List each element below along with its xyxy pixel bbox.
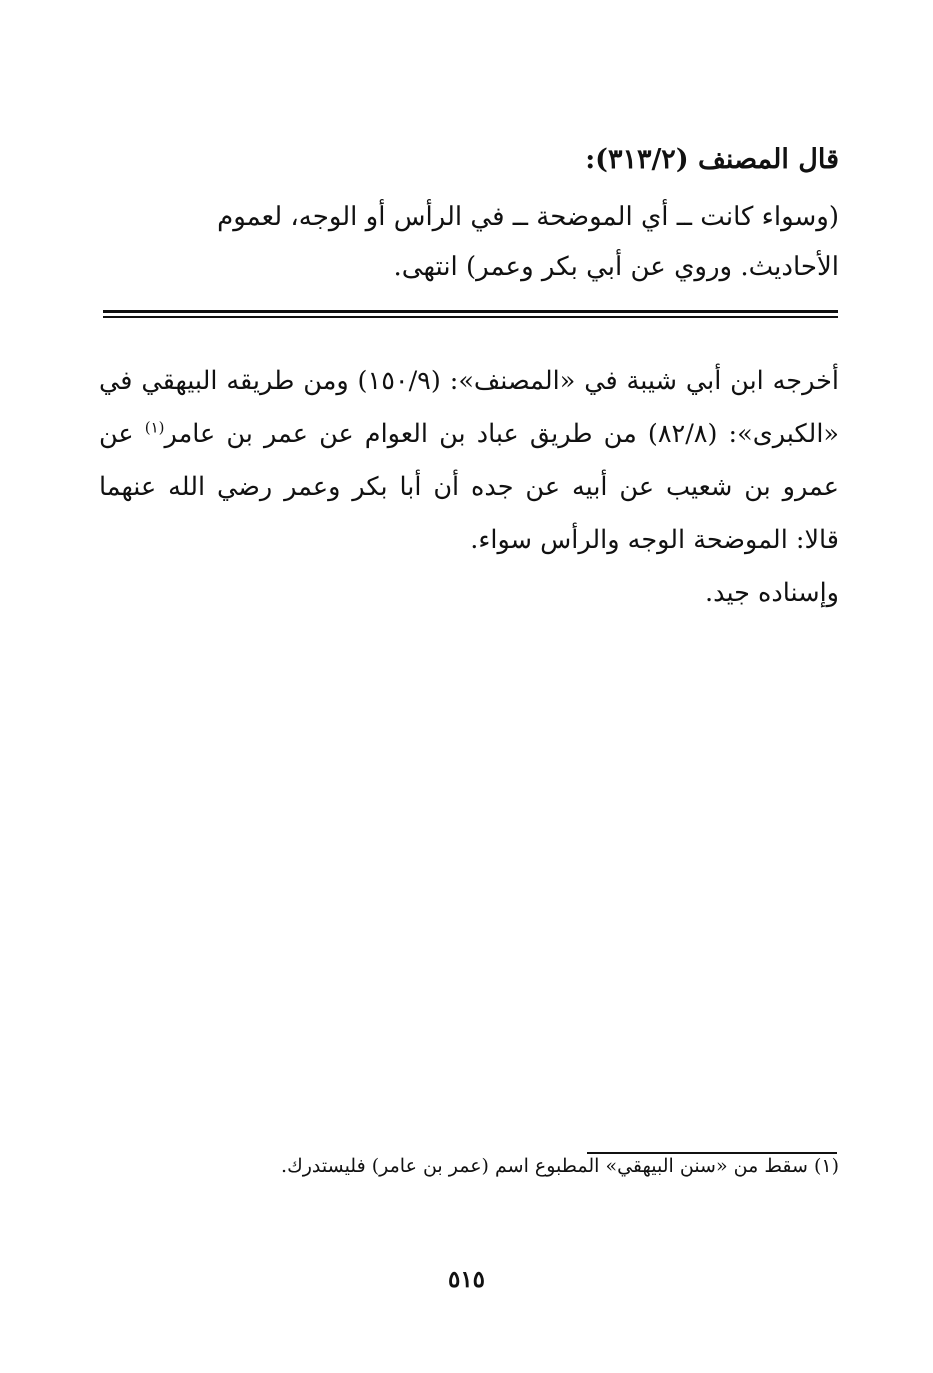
footnote-text: سقط من «سنن البيهقي» المطبوع اسم (عمر بن عامر) فليستدرك. [281,1155,808,1177]
page-number: ٥١٥ [447,1266,486,1293]
body-paragraph-1-end: عن عمرو بن شعيب عن أبيه عن جده أن أبا بكر وعمر رضي الله عنهما قالا: الموضحة الوجه والرأس سواء. [99,419,839,555]
quoted-text [99,192,839,292]
section-divider-thick [103,310,838,313]
section-divider-thin [103,316,838,318]
body-paragraph-1-start: أخرجه ابن أبي شيبة في «المصنف»: (١٥٠/٩) ومن طريقه البيهقي في «الكبرى»: (٨٢/٨) من طريق عباد بن العوام عن عمر بن عامر [99,366,840,449]
footnote-reference: (١) [144,418,165,437]
footnote [99,1150,839,1182]
footnote-number: (١) [813,1155,839,1177]
section-heading: قال المصنف (٣١٣/٢): [585,144,839,175]
quote-line-1: (وسواء كانت ــ أي الموضحة ــ في الرأس أو الوجه، لعموم [217,202,839,232]
body-text [99,355,839,620]
body-paragraph-2: وإسناده جيد. [705,578,839,608]
quote-line-2: الأحاديث. وروي عن أبي بكر وعمر) انتهى. [393,252,839,282]
body-paragraph-1 [99,355,839,567]
